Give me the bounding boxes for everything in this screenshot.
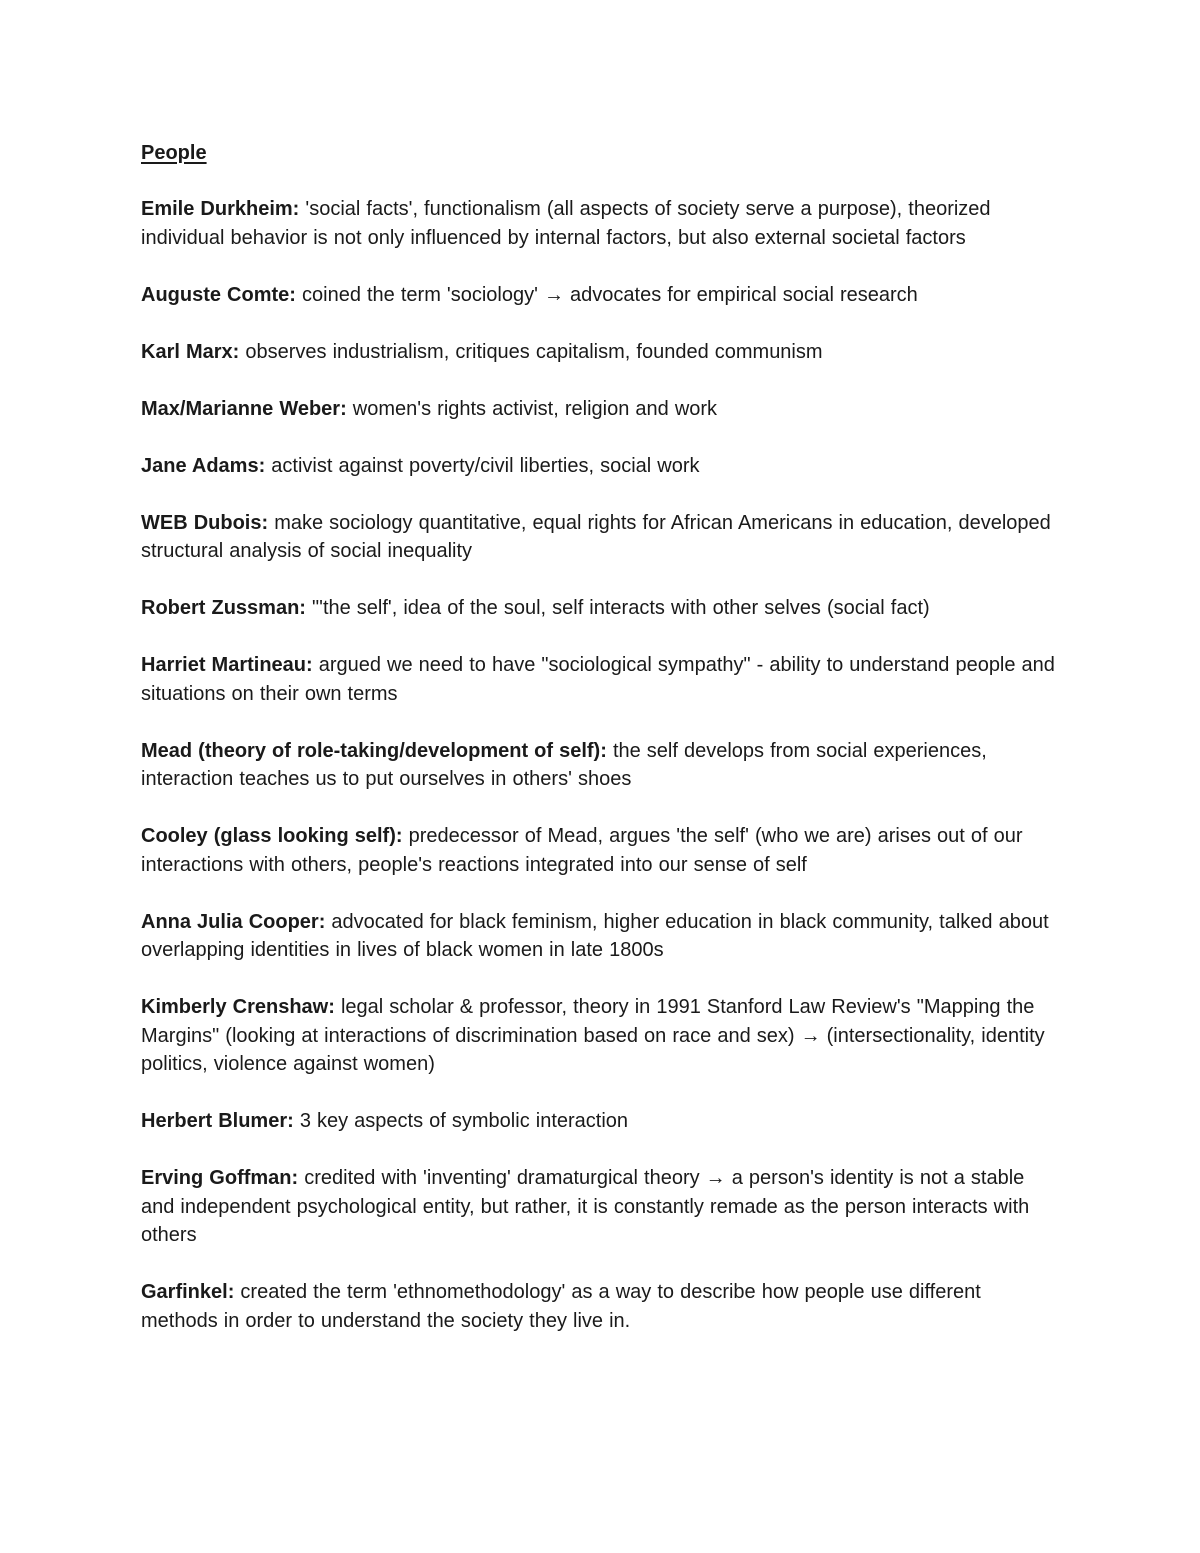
person-entry-durkheim xyxy=(141,195,1061,252)
person-name: Max/Marianne Weber: xyxy=(141,397,347,420)
person-entry-crenshaw xyxy=(141,993,1061,1079)
person-name: Anna Julia Cooper: xyxy=(141,910,326,933)
person-description: observes industrialism, critiques capitalism, founded communism xyxy=(239,340,823,363)
person-name: Erving Goffman: xyxy=(141,1167,299,1189)
person-name: Harriet Martineau: xyxy=(141,654,313,676)
person-entry-weber xyxy=(141,395,1061,424)
person-entry-marx xyxy=(141,338,1061,367)
person-entry-goffman xyxy=(141,1164,1061,1250)
person-description: legal scholar & professor, theory in 1991 Stanford Law Review's "Mapping the Margins" (looking at interactions of discrimination based on race and sex) → (intersectionality, identity politics, violence against women) xyxy=(141,996,1045,1075)
person-description: created the term 'ethnomethodology' as a way to describe how people use different methods in order to understand the society they live in. xyxy=(141,1281,981,1332)
person-description: 3 key aspects of symbolic interaction xyxy=(293,1110,629,1132)
person-entry-cooley xyxy=(141,822,1061,879)
person-name: Robert Zussman: xyxy=(141,597,306,619)
person-entry-adams xyxy=(141,452,1061,481)
person-description: credited with 'inventing' dramaturgical theory → a person's identity is not a stable and independent psychological entity, but rather, it is constantly remade as the person interacts with others xyxy=(141,1167,1030,1246)
person-description: women's rights activist, religion and work xyxy=(346,397,718,420)
person-entry-cooper xyxy=(141,908,1061,965)
person-description: 'social facts', functionalism (all aspects of society serve a purpose), theorized individual behavior is not only influenced by internal factors, but also external societal factors xyxy=(141,198,991,249)
person-description: argued we need to have "sociological sympathy" - ability to understand people and situations on their own terms xyxy=(141,654,1055,705)
person-entry-blumer xyxy=(141,1107,1061,1136)
person-entry-dubois xyxy=(141,509,1061,566)
person-name: Jane Adams: xyxy=(141,454,266,477)
person-description: predecessor of Mead, argues 'the self' (who we are) arises out of our interactions with others, people's reactions integrated into our sense of self xyxy=(141,825,1023,876)
person-description: make sociology quantitative, equal rights for African Americans in education, developed structural analysis of social inequality xyxy=(141,511,1051,562)
person-entry-comte xyxy=(141,281,1061,310)
person-entry-garfinkel xyxy=(141,1278,1061,1335)
person-name: Mead (theory of role-taking/development of self): xyxy=(141,739,607,762)
person-description: advocated for black feminism, higher education in black community, talked about overlapping identities in lives of black women in late 1800s xyxy=(141,910,1049,961)
person-name: Karl Marx: xyxy=(141,340,240,363)
person-name: Emile Durkheim: xyxy=(141,198,300,220)
people-list xyxy=(141,195,1061,1335)
person-name: Kimberly Crenshaw: xyxy=(141,996,335,1018)
document-page xyxy=(141,138,1061,1364)
person-description: the self develops from social experiences, interaction teaches us to put ourselves in others' shoes xyxy=(141,739,987,790)
person-entry-martineau xyxy=(141,651,1061,708)
person-name: Cooley (glass looking self): xyxy=(141,825,403,847)
person-entry-mead xyxy=(141,737,1061,794)
person-description: activist against poverty/civil liberties, social work xyxy=(265,454,700,477)
person-description: coined the term 'sociology' → advocates for empirical social research xyxy=(295,283,918,306)
person-name: Auguste Comte: xyxy=(141,283,296,306)
person-entry-zussman xyxy=(141,594,1061,623)
person-name: WEB Dubois: xyxy=(141,511,269,534)
person-name: Herbert Blumer: xyxy=(141,1110,294,1132)
person-description: "'the self', idea of the soul, self interacts with other selves (social fact) xyxy=(305,597,930,619)
person-name: Garfinkel: xyxy=(141,1281,235,1303)
section-heading: People xyxy=(141,142,207,164)
